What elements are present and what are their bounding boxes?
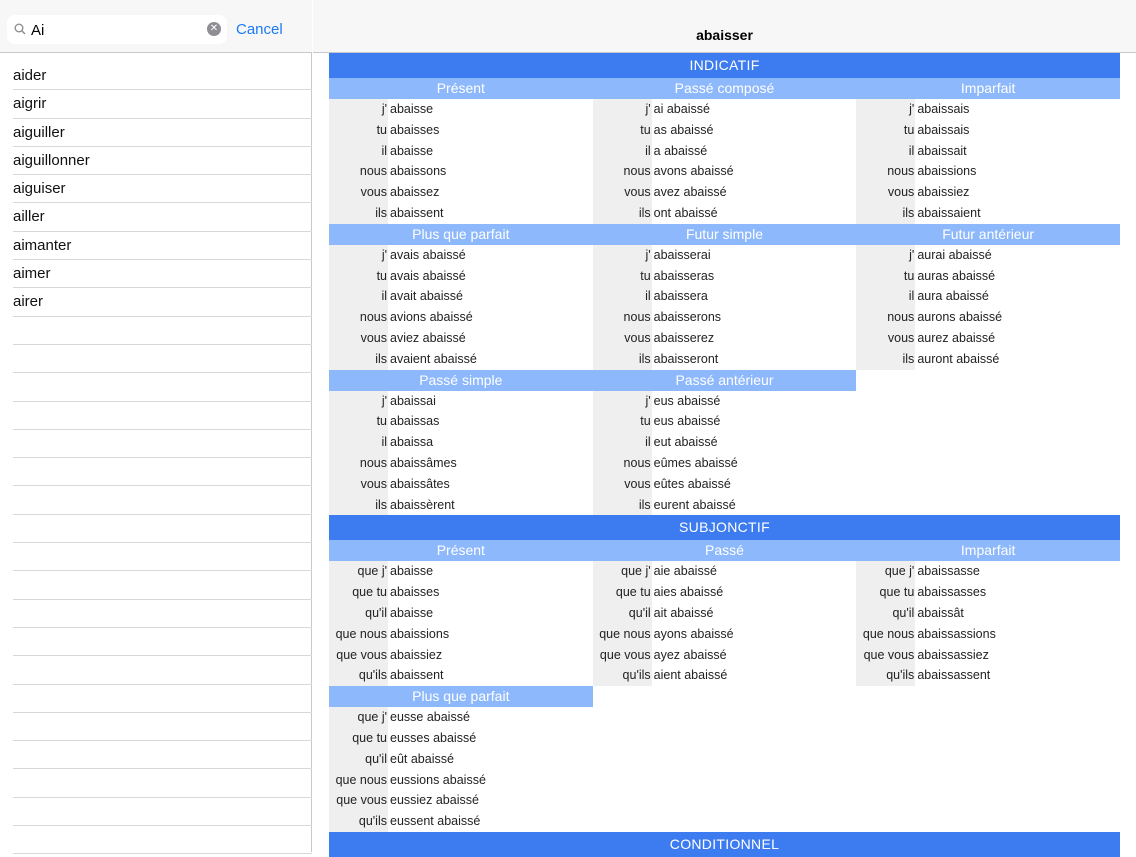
conjugation-row: [593, 495, 857, 516]
pronoun: que nous: [856, 624, 915, 645]
list-item[interactable]: aiguillonner: [13, 147, 312, 175]
conjugation-row: [593, 391, 857, 412]
verb-form: abaisse: [390, 564, 434, 579]
list-item[interactable]: aigrir: [13, 90, 312, 118]
pronoun: ils: [593, 203, 652, 224]
pronoun: j': [593, 391, 652, 412]
conjugation-row: [856, 561, 1120, 582]
verb-form: abaisse: [390, 102, 434, 116]
conjugation-row: [856, 120, 1120, 141]
conjugation-row: [856, 603, 1120, 624]
conjugation-panel: [313, 0, 1136, 852]
pronoun: tu: [329, 411, 388, 432]
verb-form: ayez abaissé: [653, 647, 727, 662]
tense-block: [329, 370, 593, 516]
conjugation-row: [856, 182, 1120, 203]
empty-list-row: [13, 458, 312, 486]
verb-form: abaissassiez: [917, 647, 989, 662]
conjugation-row: [329, 120, 593, 141]
verb-form: aurez abaissé: [917, 330, 996, 345]
conjugation-row: [329, 245, 593, 266]
conjugation-row: [856, 645, 1120, 666]
mood-header: SUBJONCTIF: [329, 515, 1120, 540]
tense-row: [329, 78, 1120, 224]
pronoun: vous: [329, 182, 388, 203]
verb-form: abaissent: [390, 205, 444, 220]
verb-form: abaissions: [917, 164, 977, 179]
pronoun: que nous: [329, 624, 388, 645]
conjugation-row: [329, 624, 593, 645]
tense-header: Passé antérieur: [593, 370, 857, 391]
verb-form: avais abaissé: [390, 247, 466, 262]
verb-form: auront abaissé: [917, 351, 1000, 366]
pronoun: vous: [329, 328, 388, 349]
tense-block: [593, 224, 857, 370]
conjugation-row: [329, 665, 593, 686]
conjugation-row: [593, 411, 857, 432]
pronoun: vous: [856, 182, 915, 203]
pronoun: il: [329, 432, 388, 453]
conjugation-row: [593, 561, 857, 582]
empty-list-row: [13, 543, 312, 571]
conjugation-row: [856, 266, 1120, 287]
verb-form: eus abaissé: [653, 393, 721, 408]
conjugation-row: [329, 561, 593, 582]
verb-form: abaissais: [917, 122, 970, 137]
pronoun: il: [593, 286, 652, 307]
pronoun: j': [329, 99, 388, 120]
verb-form: aies abaissé: [653, 585, 724, 600]
conjugation-row: [329, 790, 593, 811]
pronoun: que tu: [856, 582, 915, 603]
pronoun: nous: [856, 307, 915, 328]
tense-block: [856, 540, 1120, 686]
pronoun: nous: [329, 307, 388, 328]
verb-form: abaissons: [390, 164, 447, 179]
verb-search-panel: [0, 0, 312, 852]
verb-form: abaissez: [390, 185, 440, 200]
verb-form: abaissasses: [917, 585, 987, 600]
verb-form: eus abaissé: [653, 414, 721, 429]
pronoun: tu: [856, 266, 915, 287]
tense-row: [329, 224, 1120, 370]
empty-list-row: [13, 713, 312, 741]
pronoun: nous: [593, 453, 652, 474]
tense-header: Passé simple: [329, 370, 593, 391]
verb-form: aient abaissé: [653, 668, 728, 683]
pronoun: vous: [856, 328, 915, 349]
tense-block: [329, 686, 593, 832]
pronoun: que j': [856, 561, 915, 582]
conjugation-row: [329, 161, 593, 182]
tense-block: [593, 370, 857, 516]
pronoun: ils: [856, 349, 915, 370]
conjugation-row: [856, 349, 1120, 370]
tense-block: [329, 224, 593, 370]
verb-form: as abaissé: [653, 122, 714, 137]
conjugation-row: [593, 474, 857, 495]
detail-nav-bar: [313, 0, 1136, 53]
conjugation-row: [593, 665, 857, 686]
conjugation-row: [856, 582, 1120, 603]
conjugation-row: [593, 120, 857, 141]
pronoun: nous: [329, 453, 388, 474]
verb-form: eurent abaissé: [653, 497, 736, 512]
verb-form: ai abaissé: [653, 102, 710, 116]
pronoun: j': [593, 99, 652, 120]
conjugation-row: [329, 328, 593, 349]
conjugation-row: [856, 99, 1120, 120]
pronoun: qu'il: [593, 603, 652, 624]
conjugation-row: [329, 770, 593, 791]
pronoun: il: [329, 286, 388, 307]
pronoun: que j': [329, 707, 388, 728]
empty-list-row: [13, 373, 312, 401]
verb-form: abaissèrent: [390, 497, 455, 512]
tense-row: [329, 540, 1120, 686]
conjugation-row: [856, 624, 1120, 645]
pronoun: tu: [329, 266, 388, 287]
pronoun: que tu: [593, 582, 652, 603]
list-item[interactable]: aimer: [13, 260, 312, 288]
conjugation-row: [593, 286, 857, 307]
verb-form: eussions abaissé: [390, 772, 486, 787]
conjugation-row: [329, 349, 593, 370]
conjugation-row: [593, 141, 857, 162]
verb-form: aurons abaissé: [917, 310, 1003, 325]
pronoun: vous: [593, 182, 652, 203]
conjugation-row: [329, 453, 593, 474]
conjugation-row: [329, 266, 593, 287]
verb-form: avait abaissé: [390, 289, 463, 304]
empty-list-row: [13, 656, 312, 684]
verb-form: eusses abaissé: [390, 730, 477, 745]
conjugation-row: [856, 141, 1120, 162]
tense-header: Plus que parfait: [329, 224, 593, 245]
pronoun: ils: [329, 349, 388, 370]
verb-form: abaissasse: [917, 564, 980, 579]
tense-block: [856, 78, 1120, 224]
verb-form: abaissait: [917, 143, 967, 158]
conjugation-row: [329, 141, 593, 162]
conjugation-row: [329, 99, 593, 120]
conjugation-row: [329, 582, 593, 603]
pronoun: il: [856, 141, 915, 162]
tense-block: [593, 540, 857, 686]
tense-header: Passé: [593, 540, 857, 561]
tense-row: [329, 686, 1120, 832]
pronoun: que vous: [329, 790, 388, 811]
pronoun: qu'ils: [856, 665, 915, 686]
verb-form: ayons abaissé: [653, 626, 734, 641]
conjugation-row: [593, 307, 857, 328]
verb-form: avons abaissé: [653, 164, 734, 179]
empty-list-row: [13, 685, 312, 713]
conjugation-row: [593, 266, 857, 287]
conjugation-row: [593, 328, 857, 349]
conjugation-row: [329, 811, 593, 832]
tense-header: Imparfait: [856, 540, 1120, 561]
pronoun: qu'ils: [329, 811, 388, 832]
pronoun: vous: [329, 474, 388, 495]
pronoun: ils: [329, 203, 388, 224]
cancel-button[interactable]: Cancel: [236, 21, 283, 38]
pronoun: vous: [593, 474, 652, 495]
pronoun: ils: [856, 203, 915, 224]
conjugation-table: [329, 53, 1120, 857]
conjugation-row: [593, 624, 857, 645]
mood-header: CONDITIONNEL: [329, 832, 1120, 857]
verb-form: eussiez abaissé: [390, 793, 479, 808]
pronoun: il: [329, 141, 388, 162]
verb-form: eûtes abaissé: [653, 476, 731, 491]
verb-form: abaisse: [390, 143, 434, 158]
verb-form: abaissai: [390, 393, 436, 408]
pronoun: ils: [593, 349, 652, 370]
verb-form: abaisse: [390, 605, 434, 620]
verb-form: abaissas: [390, 414, 440, 429]
conjugation-row: [593, 582, 857, 603]
tense-header: Plus que parfait: [329, 686, 593, 707]
verb-form: abaissassent: [917, 668, 991, 683]
conjugation-row: [593, 99, 857, 120]
conjugation-row: [856, 161, 1120, 182]
conjugation-row: [329, 603, 593, 624]
verb-form: abaisseront: [653, 351, 719, 366]
pronoun: que vous: [329, 645, 388, 666]
verb-form: abaisserez: [653, 330, 715, 345]
pronoun: tu: [593, 120, 652, 141]
conjugation-row: [329, 707, 593, 728]
pronoun: qu'il: [856, 603, 915, 624]
empty-list-row: [13, 769, 312, 797]
pronoun: que j': [329, 561, 388, 582]
search-icon: [14, 22, 26, 34]
pronoun: que nous: [329, 770, 388, 791]
empty-list-row: [13, 515, 312, 543]
empty-list-row: [13, 571, 312, 599]
list-item[interactable]: aider: [13, 62, 312, 90]
verb-form: eûmes abaissé: [653, 455, 738, 470]
verb-form: abaissa: [390, 435, 434, 450]
pronoun: il: [593, 141, 652, 162]
conjugation-row: [593, 245, 857, 266]
conjugation-row: [329, 474, 593, 495]
conjugation-row: [593, 432, 857, 453]
verb-form: eût abaissé: [390, 751, 454, 766]
empty-list-row: [13, 317, 312, 345]
verb-form: avez abaissé: [653, 185, 727, 200]
pronoun: que vous: [593, 645, 652, 666]
tense-block: [856, 224, 1120, 370]
verb-form: abaissât: [917, 605, 964, 620]
verb-form: abaissiez: [917, 185, 970, 200]
pronoun: qu'il: [329, 749, 388, 770]
conjugation-row: [593, 182, 857, 203]
verb-form: ait abaissé: [653, 605, 714, 620]
tense-header: Futur antérieur: [856, 224, 1120, 245]
pronoun: j': [856, 245, 915, 266]
verb-form: abaissions: [390, 626, 450, 641]
verb-form: abaissais: [917, 102, 970, 116]
conjugation-row: [593, 349, 857, 370]
empty-list-row: [13, 798, 312, 826]
pronoun: tu: [593, 266, 652, 287]
tense-header: Imparfait: [856, 78, 1120, 99]
verb-form: abaissaient: [917, 205, 981, 220]
tense-header: Futur simple: [593, 224, 857, 245]
verb-form: auras abaissé: [917, 268, 996, 283]
conjugation-row: [856, 665, 1120, 686]
search-bar-area: [0, 0, 312, 53]
conjugation-row: [593, 161, 857, 182]
pronoun: que nous: [593, 624, 652, 645]
conjugation-row: [593, 645, 857, 666]
pronoun: tu: [856, 120, 915, 141]
pronoun: tu: [593, 411, 652, 432]
list-item[interactable]: ailler: [13, 203, 312, 231]
verb-form: abaissera: [653, 289, 708, 304]
empty-list-row: [13, 600, 312, 628]
empty-list-row: [13, 741, 312, 769]
mood-header: INDICATIF: [329, 53, 1120, 78]
conjugation-row: [329, 728, 593, 749]
verb-form: abaissassions: [917, 626, 996, 641]
pronoun: nous: [593, 307, 652, 328]
verb-form: abaissent: [390, 668, 444, 683]
pronoun: qu'il: [329, 603, 388, 624]
verb-form: eut abaissé: [653, 435, 718, 450]
pronoun: nous: [593, 161, 652, 182]
conjugation-row: [593, 603, 857, 624]
conjugation-row: [856, 203, 1120, 224]
verb-form: avais abaissé: [390, 268, 466, 283]
conjugation-row: [856, 245, 1120, 266]
list-item[interactable]: airer: [13, 288, 312, 316]
tense-block: [329, 78, 593, 224]
pronoun: que vous: [856, 645, 915, 666]
verb-form: a abaissé: [653, 143, 708, 158]
results-list: [0, 62, 312, 854]
verb-title: abaisser: [696, 27, 753, 43]
conjugation-row: [329, 307, 593, 328]
empty-list-row: [13, 826, 312, 854]
tense-block: [329, 540, 593, 686]
verb-form: eusse abaissé: [390, 710, 470, 725]
list-item[interactable]: aimanter: [13, 232, 312, 260]
tense-header: Passé composé: [593, 78, 857, 99]
pronoun: que tu: [329, 582, 388, 603]
verb-form: avions abaissé: [390, 310, 473, 325]
pronoun: j': [593, 245, 652, 266]
verb-form: abaissâmes: [390, 455, 457, 470]
verb-form: aviez abaissé: [390, 330, 466, 345]
pronoun: j': [329, 391, 388, 412]
conjugation-row: [593, 453, 857, 474]
conjugation-row: [329, 645, 593, 666]
tense-row: [329, 370, 1120, 516]
conjugation-row: [329, 411, 593, 432]
pronoun: il: [856, 286, 915, 307]
verb-form: abaissâtes: [390, 476, 450, 491]
tense-header: Présent: [329, 78, 593, 99]
conjugation-row: [329, 286, 593, 307]
verb-form: abaisses: [390, 122, 440, 137]
verb-form: aie abaissé: [653, 564, 717, 579]
empty-list-row: [13, 402, 312, 430]
conjugation-row: [329, 391, 593, 412]
pronoun: que j': [593, 561, 652, 582]
empty-list-row: [13, 628, 312, 656]
verb-form: abaisses: [390, 585, 440, 600]
tense-block: [593, 78, 857, 224]
conjugation-row: [329, 432, 593, 453]
search-field[interactable]: [7, 15, 227, 44]
clear-search-icon[interactable]: ✕: [207, 22, 221, 36]
verb-form: abaisseras: [653, 268, 715, 283]
pronoun: qu'ils: [593, 665, 652, 686]
conjugation-row: [329, 495, 593, 516]
pronoun: nous: [856, 161, 915, 182]
pronoun: j': [329, 245, 388, 266]
verb-form: abaisserai: [653, 247, 711, 262]
empty-list-row: [13, 345, 312, 373]
verb-form: ont abaissé: [653, 205, 718, 220]
verb-form: aurai abaissé: [917, 247, 992, 262]
conjugation-row: [593, 203, 857, 224]
conjugation-row: [329, 203, 593, 224]
pronoun: tu: [329, 120, 388, 141]
verb-form: abaissiez: [390, 647, 443, 662]
tense-header: Présent: [329, 540, 593, 561]
pronoun: qu'ils: [329, 665, 388, 686]
conjugation-row: [856, 286, 1120, 307]
search-input[interactable]: [31, 19, 201, 41]
verb-form: aura abaissé: [917, 289, 989, 304]
pronoun: j': [856, 99, 915, 120]
pronoun: que tu: [329, 728, 388, 749]
verb-form: eussent abaissé: [390, 814, 481, 829]
conjugation-row: [856, 307, 1120, 328]
conjugation-row: [856, 328, 1120, 349]
pronoun: vous: [593, 328, 652, 349]
conjugation-row: [329, 749, 593, 770]
empty-list-row: [13, 430, 312, 458]
conjugation-row: [329, 182, 593, 203]
list-item[interactable]: aiguiser: [13, 175, 312, 203]
pronoun: nous: [329, 161, 388, 182]
pronoun: ils: [329, 495, 388, 516]
pronoun: il: [593, 432, 652, 453]
list-item[interactable]: aiguiller: [13, 119, 312, 147]
empty-list-row: [13, 486, 312, 514]
verb-form: abaisserons: [653, 310, 722, 325]
pronoun: ils: [593, 495, 652, 516]
verb-form: avaient abaissé: [390, 351, 477, 366]
